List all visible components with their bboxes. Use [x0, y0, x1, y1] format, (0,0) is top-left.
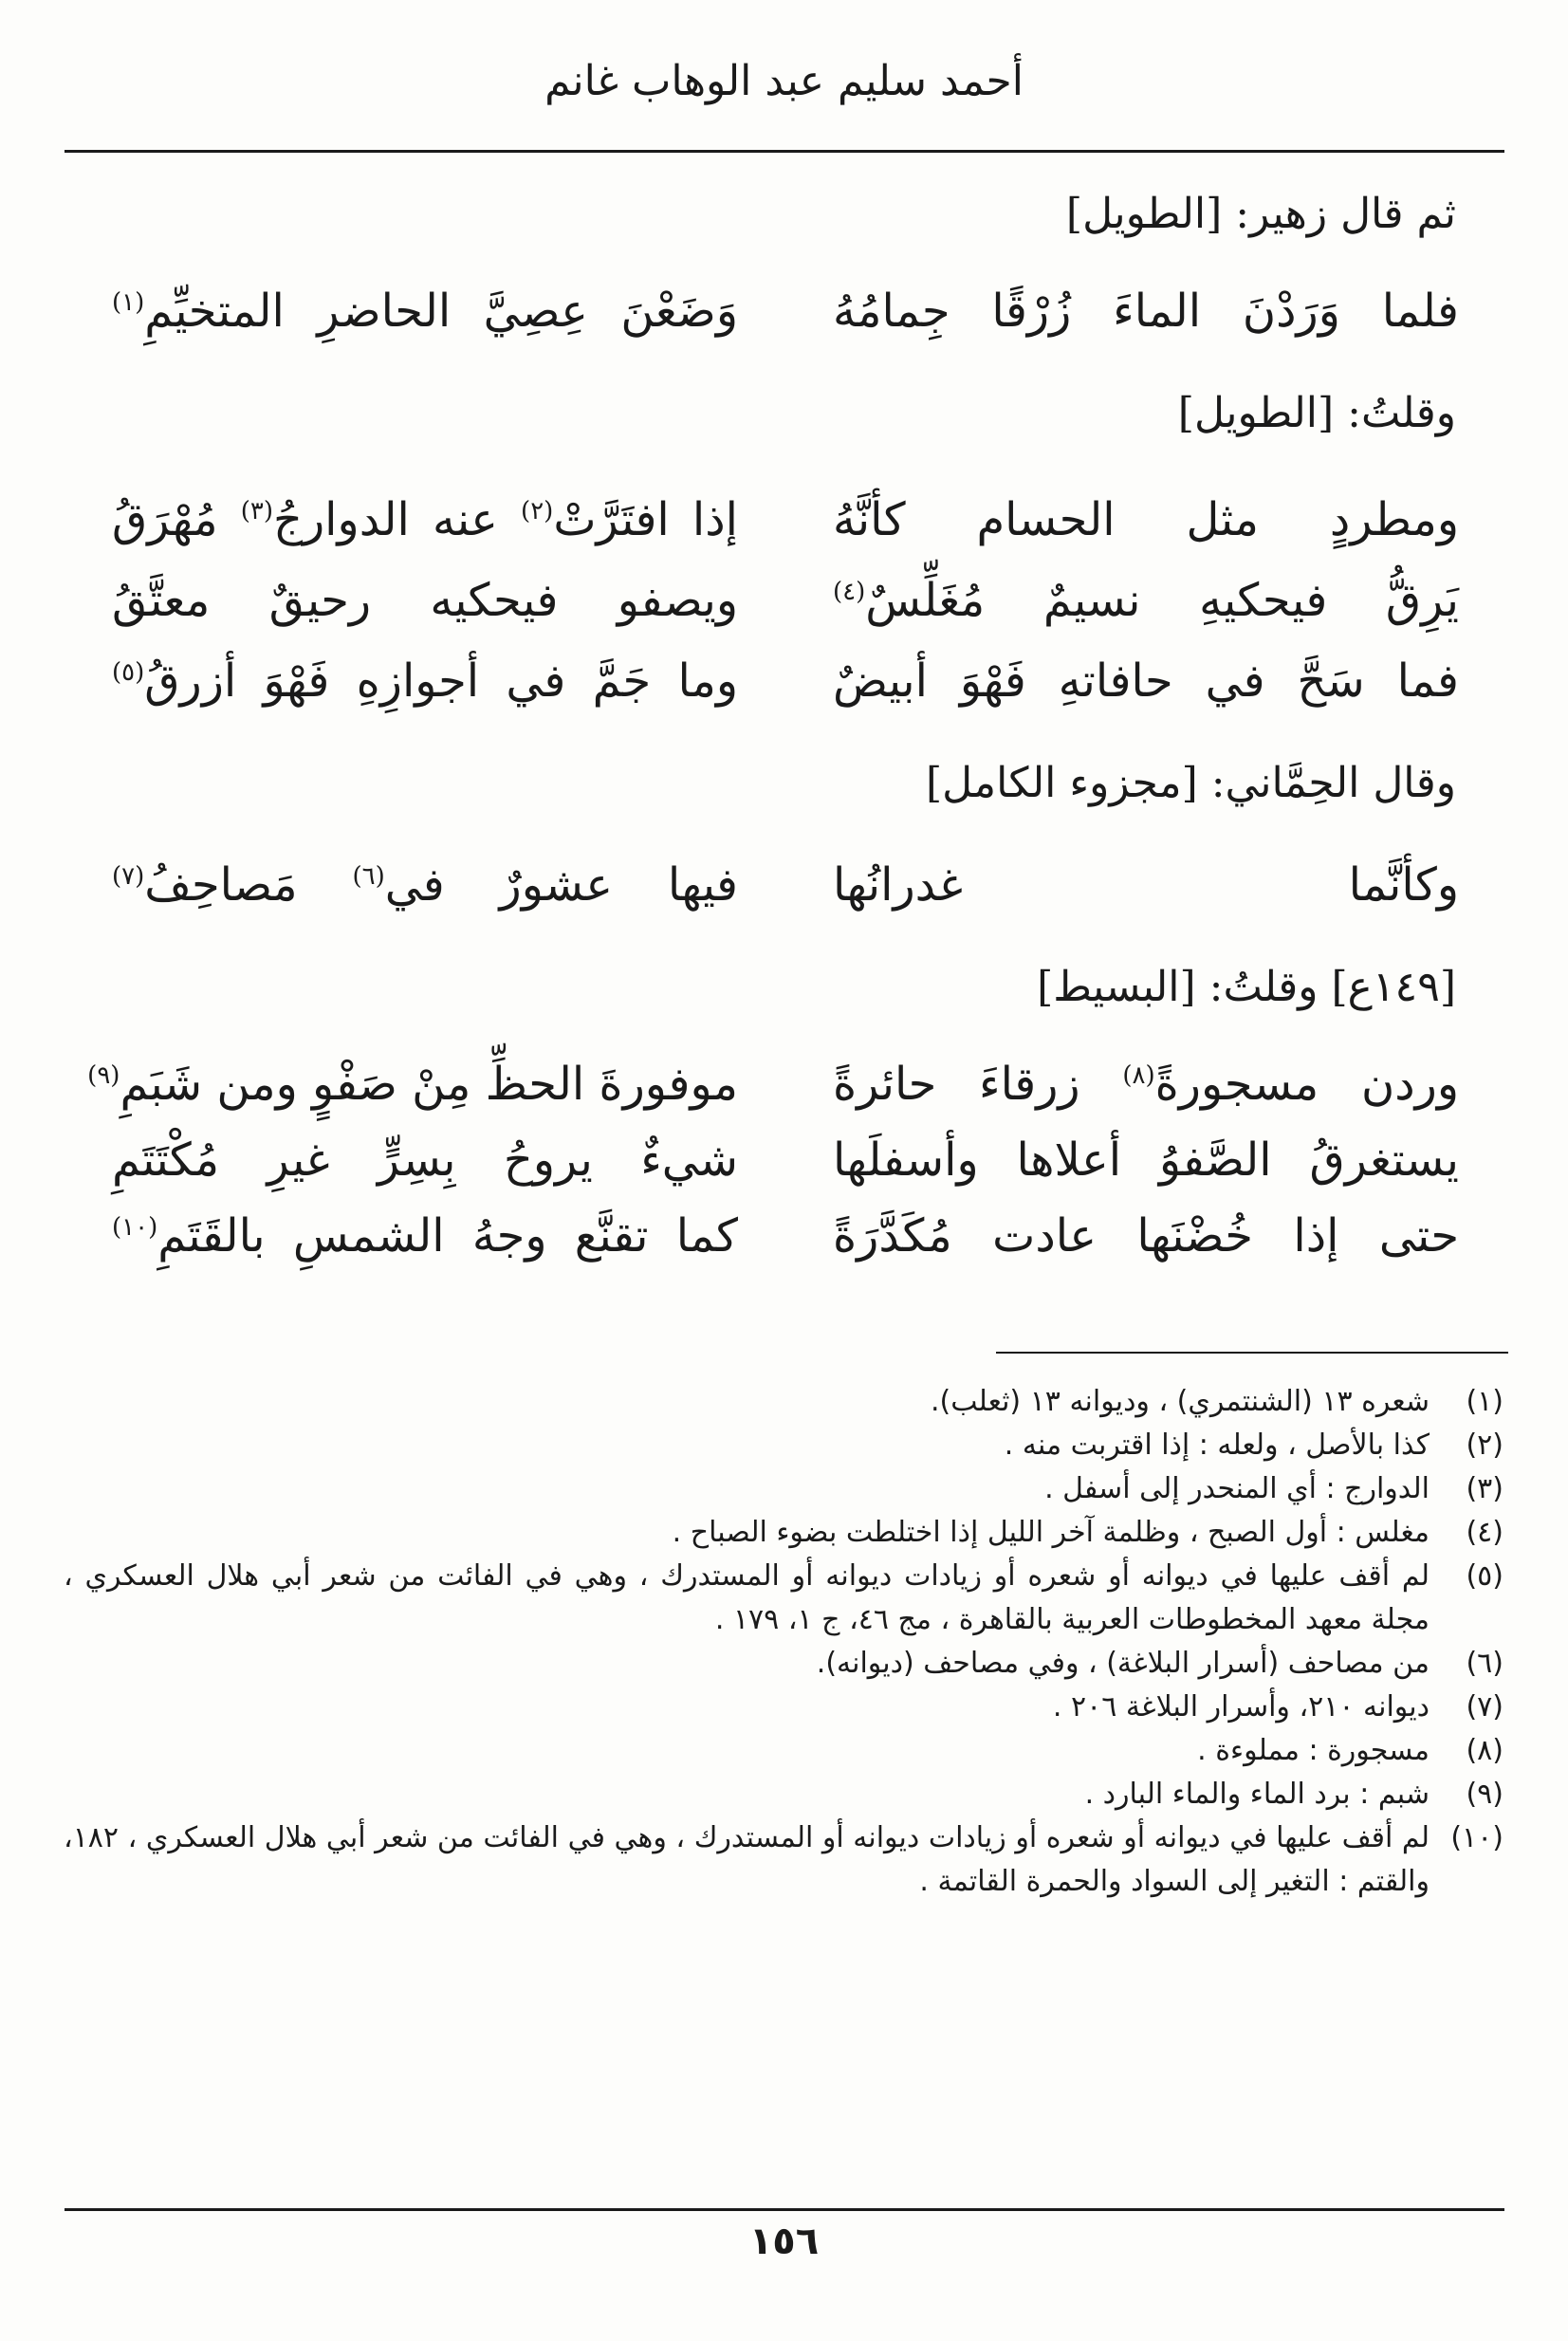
- hemistich-text: فيها عشورٌ في: [384, 858, 738, 912]
- footnote-number: (٨): [1466, 1734, 1503, 1767]
- hemistich-text: موفورةَ الحظِّ مِنْ صَفْوٍ ومن شَبَمِ: [120, 1058, 738, 1111]
- footnote-item: [64, 1686, 1503, 1729]
- verse-line: [112, 858, 1459, 919]
- footnote-ref: (١): [112, 288, 145, 317]
- verse-line: [112, 574, 1459, 635]
- verse-first-hemistich: يستغرقُ الصَّفوُ أعلاها وأسفلَها: [833, 1134, 1459, 1187]
- footnote-number: (٥): [1466, 1559, 1503, 1593]
- verse-second-hemistich: [87, 1058, 738, 1111]
- hemistich-text: إذا افتَرَّتْ: [553, 493, 738, 546]
- footnote-item: [64, 1424, 1503, 1467]
- hemistich-text: وَضَعْنَ عِصِيَّ الحاضرِ المتخيِّمِ: [144, 285, 738, 338]
- hemistich-text: وردن مسجورةً: [1154, 1058, 1459, 1111]
- verse-second-hemistich: [112, 858, 738, 912]
- verse-line: [112, 654, 1459, 715]
- verse-first-hemistich: وكأنَّما غدرانُها: [833, 858, 1459, 912]
- footnote-ref: (٧): [112, 862, 145, 891]
- footnote-item: [64, 1816, 1503, 1904]
- footnote-number: (٧): [1466, 1690, 1503, 1723]
- verse-second-hemistich: [112, 1209, 738, 1263]
- footnote-number: (٢): [1466, 1429, 1503, 1462]
- verse-second-hemistich: [112, 493, 738, 546]
- header-rule: [65, 150, 1504, 153]
- footnote-text: لم أقف عليها في ديوانه أو شعره أو زيادات ديوانه أو المستدرك ، وهي في الفائت من شعر أبي هلال العسكري ، مجلة معهد المخطوطات العربية بالقاهرة ، مج ٤٦، ج ١، ١٧٩ .: [64, 1559, 1430, 1636]
- verse-second-hemistich: ويصفو فيحكيه رحيقٌ معتَّقُ: [112, 574, 738, 627]
- verse-first-hemistich: فلما وَرَدْنَ الماءَ زُرْقًا جِمامُهُ: [833, 285, 1459, 338]
- footnote-number: (١٠): [1450, 1821, 1503, 1854]
- footnote-number: (٩): [1466, 1778, 1503, 1811]
- verse-line: [112, 285, 1459, 345]
- footnote-item: [64, 1773, 1503, 1816]
- verse-intro: [١٤٩ع] وقلتُ: [البسيط]: [1037, 963, 1456, 1011]
- footnote-text: شعره ١٣ (الشنتمري) ، وديوانه ١٣ (ثعلب).: [930, 1385, 1430, 1418]
- verse-line: [87, 1058, 1459, 1118]
- hemistich-text: عنه الدوارجُ: [273, 493, 522, 546]
- footnote-ref: (٨): [1122, 1061, 1155, 1090]
- footnote-text: لم أقف عليها في ديوانه أو شعره أو زيادات ديوانه أو المستدرك ، وهي في الفائت من شعر أبي هلال العسكري ، ١٨٢، والقتم : التغير إلى السواد والحمرة القاتمة .: [64, 1821, 1430, 1898]
- footnote-item: [64, 1511, 1503, 1555]
- verse-second-hemistich: [112, 654, 738, 708]
- verse-line: [112, 1134, 1459, 1194]
- footnote-ref: (١٠): [112, 1213, 158, 1242]
- footnote-text: ديوانه ٢١٠، وأسرار البلاغة ٢٠٦ .: [1052, 1690, 1430, 1723]
- footnote-ref: (٣): [240, 497, 274, 525]
- hemistich-text: زرقاءَ حائرةً: [833, 1058, 1123, 1111]
- hemistich-text: مُهْرَقُ: [112, 493, 241, 546]
- footnote-text: مسجورة : مملوءة .: [1197, 1734, 1430, 1767]
- hemistich-text: كما تقنَّع وجهُ الشمسِ بالقَتَمِ: [157, 1209, 738, 1263]
- footnote-number: (٤): [1466, 1516, 1503, 1549]
- footnote-number: (١): [1466, 1385, 1503, 1418]
- footnote-text: مغلس : أول الصبح ، وظلمة آخر الليل إذا اختلطت بضوء الصباح .: [672, 1516, 1430, 1549]
- verse-first-hemistich: حتى إذا خُضْنَها عادت مُكَدَّرَةً: [833, 1209, 1459, 1263]
- verse-intro: وقال الحِمَّاني: [مجزوء الكامل]: [926, 759, 1456, 807]
- verse-intro: ثم قال زهير: [الطويل]: [1065, 190, 1456, 238]
- verse-second-hemistich: شيءٌ يروحُ بِسِرٍّ غيرِ مُكْتَتَمِ: [112, 1134, 738, 1187]
- footnote-item: [64, 1555, 1503, 1642]
- footnote-text: من مصاحف (أسرار البلاغة) ، وفي مصاحف (ديوانه).: [816, 1647, 1430, 1680]
- footnote-item: [64, 1729, 1503, 1773]
- footnote-ref: (٤): [833, 578, 866, 606]
- footer-rule: [65, 2208, 1504, 2211]
- footnote-text: شبم : برد الماء والماء البارد .: [1084, 1778, 1430, 1811]
- footnote-text: كذا بالأصل ، ولعله : إذا اقتربت منه .: [1004, 1429, 1430, 1462]
- verse-first-hemistich: [833, 1058, 1459, 1111]
- footnote-ref: (٩): [87, 1061, 120, 1090]
- footnotes: [64, 1380, 1503, 1904]
- verse-intro: وقلتُ: [الطويل]: [1177, 389, 1456, 437]
- footnote-item: [64, 1467, 1503, 1511]
- footnote-number: (٣): [1466, 1472, 1503, 1505]
- verse-second-hemistich: [112, 285, 738, 338]
- hemistich-text: يَرِقُّ فيحكيهِ نسيمٌ مُغَلِّسٌ: [865, 574, 1459, 627]
- footnote-text: الدوارج : أي المنحدر إلى أسفل .: [1044, 1472, 1430, 1505]
- hemistich-text: وما جَمَّ في أجوازِهِ فَهْوَ أزرقُ: [144, 654, 738, 708]
- footnote-ref: (٦): [352, 862, 385, 891]
- footnote-number: (٦): [1466, 1647, 1503, 1680]
- verse-line: [112, 1209, 1459, 1270]
- footnote-separator: [996, 1352, 1508, 1354]
- hemistich-text: مَصاحِفُ: [144, 858, 353, 912]
- footnote-item: [64, 1642, 1503, 1686]
- page-number: ١٥٦: [748, 2220, 820, 2263]
- verse-first-hemistich: فما سَحَّ في حافاتهِ فَهْوَ أبيضٌ: [833, 654, 1459, 708]
- footnote-ref: (٢): [521, 497, 554, 525]
- footnote-ref: (٥): [112, 658, 145, 687]
- verse-first-hemistich: [833, 574, 1459, 627]
- verse-line: [112, 493, 1459, 554]
- verse-first-hemistich: ومطردٍ مثل الحسام كأنَّهُ: [833, 493, 1459, 546]
- footnote-item: [64, 1380, 1503, 1424]
- running-header-author: أحمد سليم عبد الوهاب غانم: [544, 57, 1024, 105]
